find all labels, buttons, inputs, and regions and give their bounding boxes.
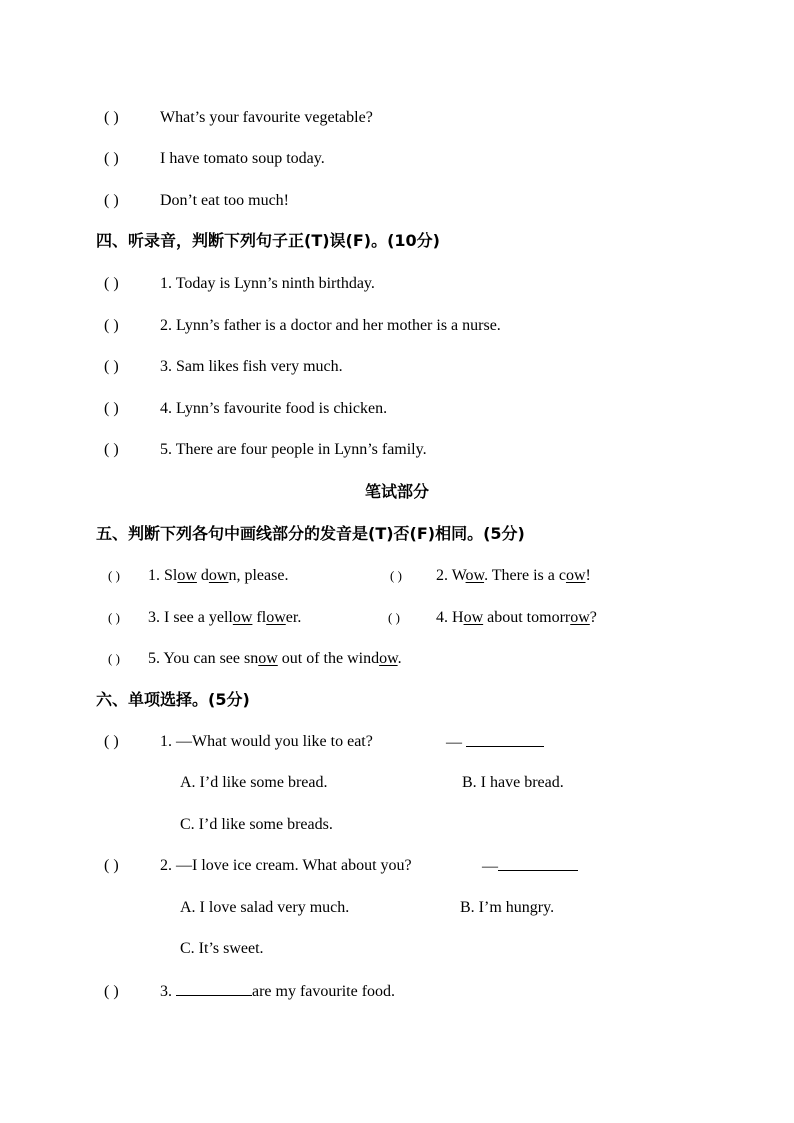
option-a[interactable]: A. I love salad very much. bbox=[180, 899, 350, 916]
question-text: I have tomato soup today. bbox=[160, 150, 325, 167]
mc-question bbox=[104, 856, 412, 876]
option-b[interactable]: B. I’m hungry. bbox=[460, 899, 555, 916]
answer-blank[interactable] bbox=[466, 732, 544, 747]
section-5-title: 五、判断下列各句中画线部分的发音是(T)否(F)相同。(5分) bbox=[96, 524, 525, 543]
answer-paren[interactable]: ( ) bbox=[104, 733, 119, 750]
underlined-sound: ow bbox=[208, 567, 229, 584]
answer-blank[interactable] bbox=[176, 981, 252, 996]
answer-paren[interactable]: ( ) bbox=[104, 400, 119, 417]
underlined-sound: ow bbox=[258, 650, 278, 667]
answer-paren[interactable]: ( ) bbox=[108, 651, 120, 666]
answer-dash-blank[interactable]: — bbox=[482, 856, 578, 877]
answer-paren[interactable]: ( ) bbox=[388, 610, 400, 625]
option-c[interactable]: C. It’s sweet. bbox=[180, 940, 264, 957]
question-text: 2. Lynn’s father is a doctor and her mother is a nurse. bbox=[160, 317, 501, 334]
underlined-sound: ow bbox=[177, 567, 197, 584]
answer-paren[interactable]: ( ) bbox=[104, 192, 119, 209]
question-text: Don’t eat too much! bbox=[160, 192, 290, 209]
question-row bbox=[104, 399, 387, 419]
question-text: 5. There are four people in Lynn’s family. bbox=[160, 441, 427, 458]
question-text: 1. Today is Lynn’s ninth birthday. bbox=[160, 275, 375, 292]
answer-paren[interactable]: ( ) bbox=[104, 857, 119, 874]
answer-paren[interactable]: ( ) bbox=[104, 150, 119, 167]
answer-paren[interactable]: ( ) bbox=[104, 317, 119, 334]
phonics-question: ( ) 1. Slow down, please. bbox=[108, 567, 289, 584]
section-4-title: 四、听录音，判断下列句子正(T)误(F)。(10分) bbox=[96, 231, 440, 250]
question-row bbox=[104, 440, 427, 460]
answer-paren[interactable]: ( ) bbox=[104, 358, 119, 375]
question-row bbox=[104, 108, 373, 128]
answer-paren[interactable]: ( ) bbox=[104, 275, 119, 292]
answer-paren[interactable]: ( ) bbox=[104, 109, 119, 126]
answer-paren[interactable]: ( ) bbox=[108, 568, 120, 583]
answer-paren[interactable]: ( ) bbox=[104, 983, 119, 1000]
question-row bbox=[104, 149, 325, 169]
phonics-question: ( ) 3. I see a yellow flower. bbox=[108, 609, 302, 626]
question-stem: 2. —I love ice cream. What about you? bbox=[160, 857, 412, 874]
section-6-title: 六、单项选择。(5分) bbox=[96, 690, 250, 709]
mc-question: ( ) 3. are my favourite food. bbox=[104, 983, 396, 1000]
underlined-sound: ow bbox=[565, 567, 586, 584]
underlined-sound: ow bbox=[232, 609, 253, 626]
underlined-sound: ow bbox=[465, 567, 485, 584]
question-stem: 1. —What would you like to eat? bbox=[160, 733, 373, 750]
underlined-sound: ow bbox=[570, 609, 590, 626]
phonics-question: ( ) 4. How about tomorrow? bbox=[388, 609, 597, 626]
written-part-title: 笔试部分 bbox=[364, 482, 429, 501]
answer-paren[interactable]: ( ) bbox=[108, 610, 120, 625]
answer-paren[interactable]: ( ) bbox=[104, 441, 119, 458]
option-b[interactable]: B. I have bread. bbox=[462, 774, 564, 791]
answer-paren[interactable]: ( ) bbox=[390, 568, 402, 583]
question-stem: are my favourite food. bbox=[252, 983, 396, 1000]
phonics-question: ( ) 5. You can see snow out of the window. bbox=[108, 650, 402, 667]
answer-blank[interactable] bbox=[498, 856, 578, 871]
mc-question bbox=[104, 732, 373, 752]
phonics-question: ( ) 2. Wow. There is a cow! bbox=[390, 567, 591, 584]
question-row bbox=[104, 316, 501, 336]
underlined-sound: ow bbox=[266, 609, 286, 626]
question-row bbox=[104, 274, 375, 294]
question-text: 4. Lynn’s favourite food is chicken. bbox=[160, 400, 388, 417]
question-text: 3. Sam likes fish very much. bbox=[160, 358, 343, 375]
question-row bbox=[104, 191, 289, 211]
underlined-sound: ow bbox=[379, 650, 398, 667]
underlined-sound: ow bbox=[463, 609, 484, 626]
answer-dash-blank[interactable]: — bbox=[446, 732, 544, 753]
question-row bbox=[104, 357, 343, 377]
option-a[interactable]: A. I’d like some bread. bbox=[180, 774, 328, 791]
option-c[interactable]: C. I’d like some breads. bbox=[180, 816, 333, 833]
question-text: What’s your favourite vegetable? bbox=[160, 109, 373, 126]
